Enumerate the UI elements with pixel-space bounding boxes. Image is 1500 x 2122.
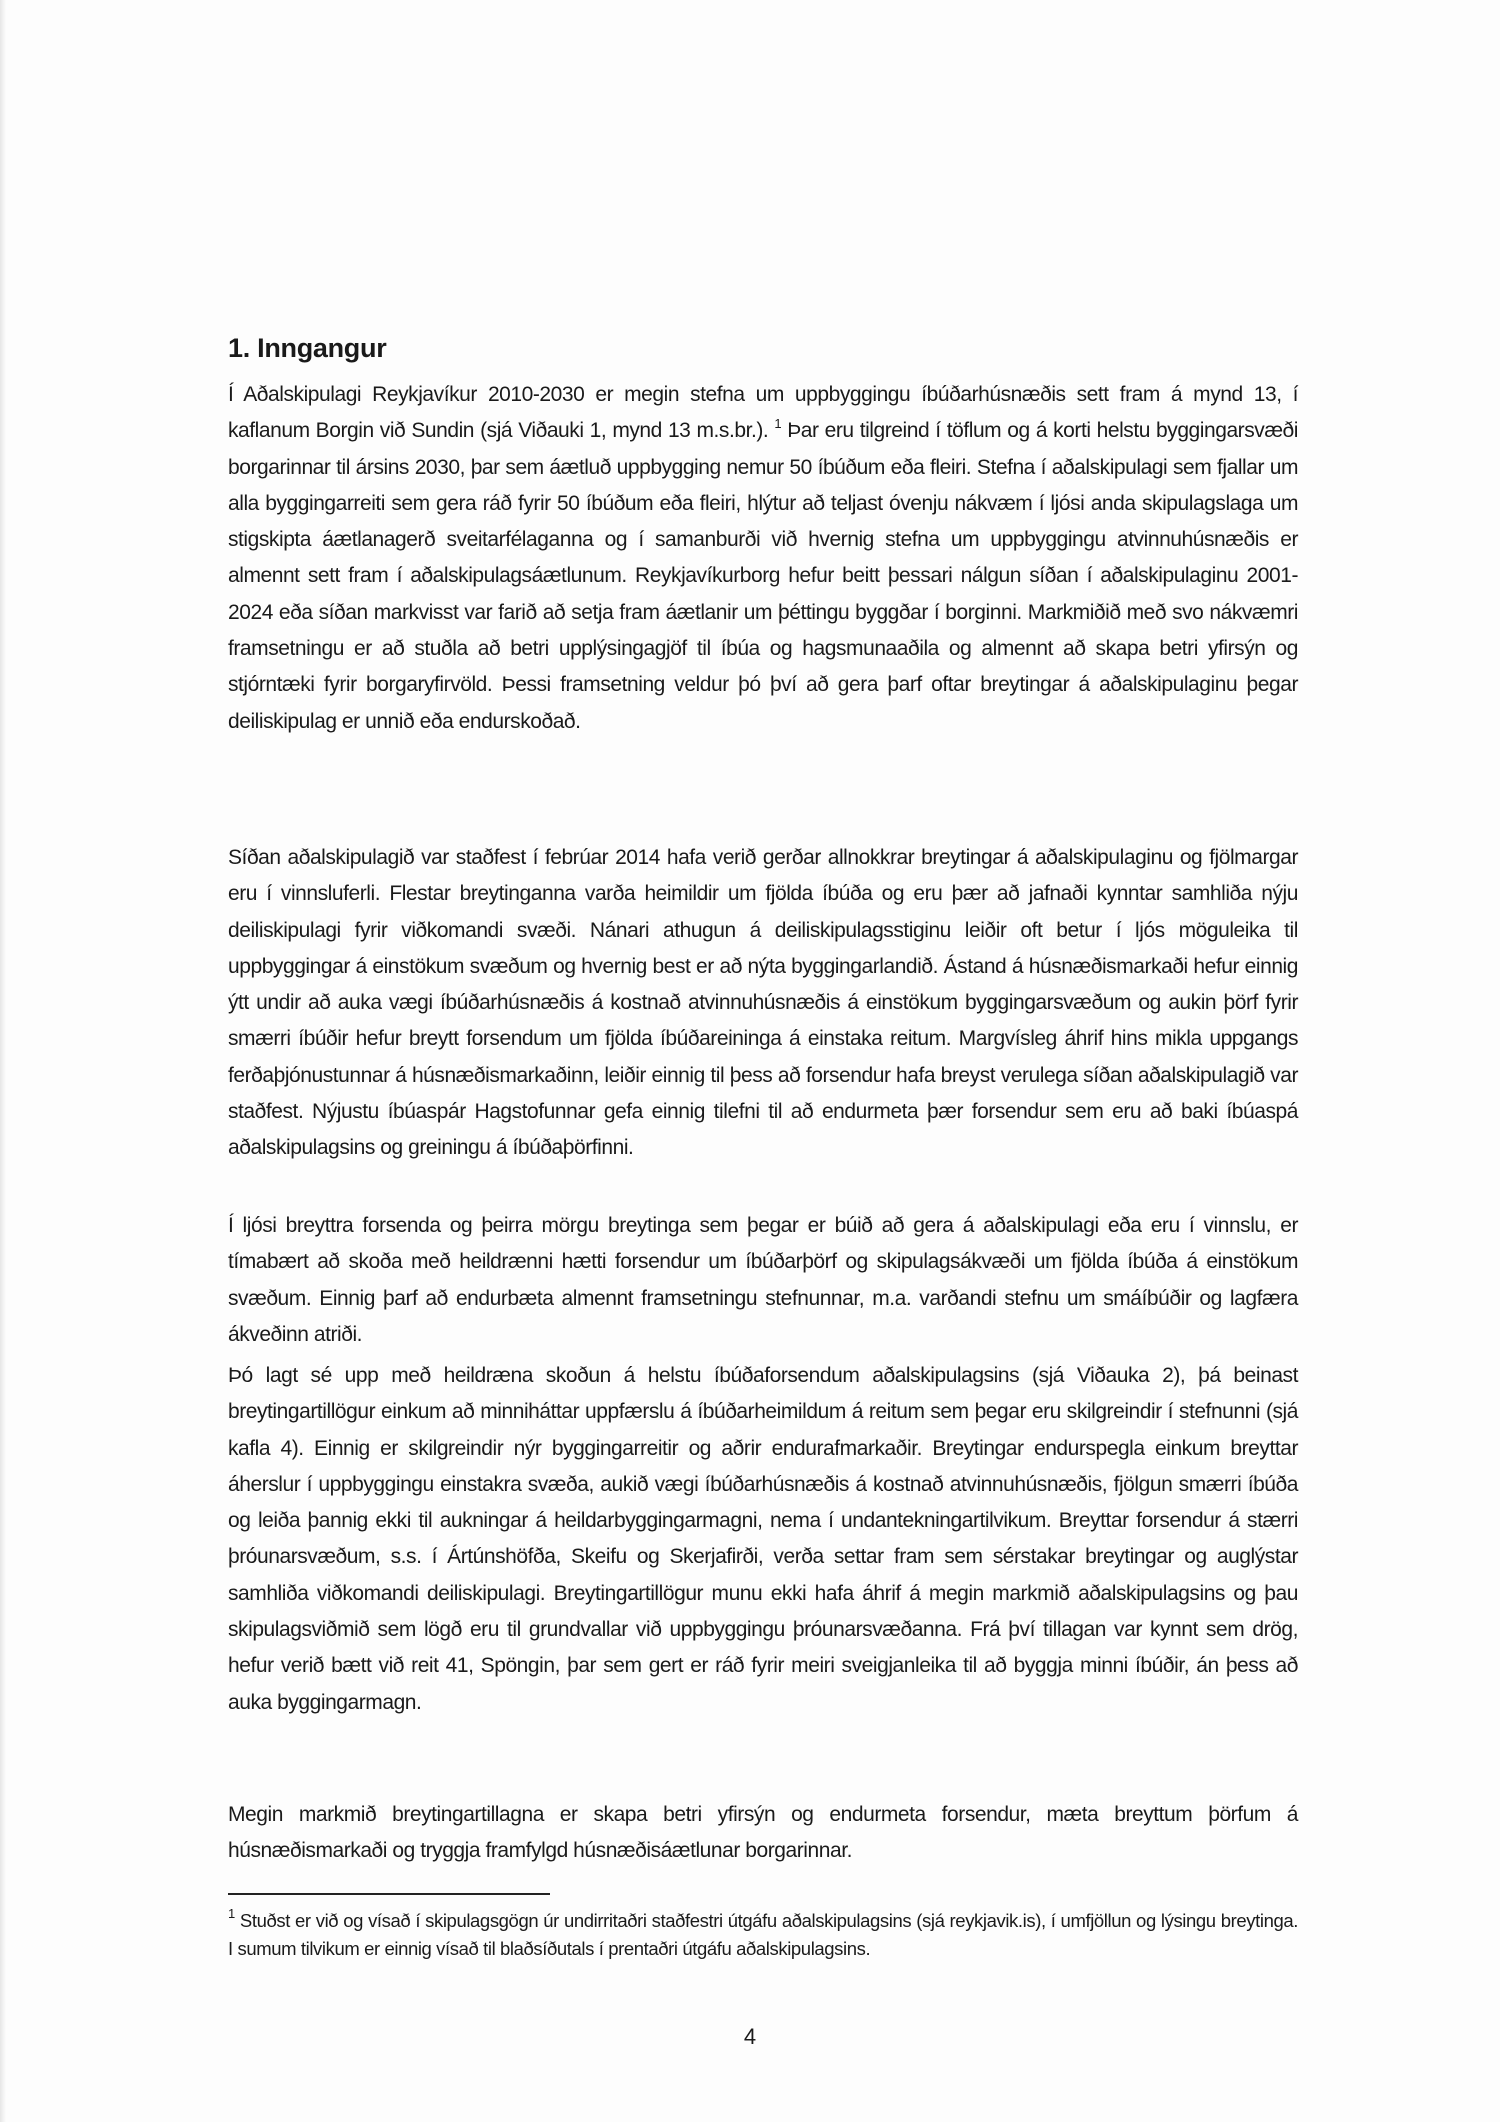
paragraph-3-text: Í ljósi breyttra forsenda og þeirra mörgu breytinga sem þegar er búið að gera á aðalskipulagi eða eru í vinnslu, er tímabært að skoða með heildrænni hætti forsendur um íbúðarþörf og skipulagsákvæði um fjölda íbúða á einstökum svæðum. Einnig þarf að endurbæta almennt framsetningu stefnunnar, m.a. varðandi stefnu um smáíbúðir og lagfæra ákveðinn atriði. <box>228 1214 1298 1346</box>
paragraph-4-text: Þó lagt sé upp með heildræna skoðun á helstu íbúðaforsendum aðalskipulagsins (sjá Viðauka 2), þá beinast breytingartillögur einkum að minniháttar uppfærslu á íbúðarheimildum á reitum sem þegar eru skilgreindir í stefnunni (sjá kafla 4). Einnig er skilgreindir nýr byggingarreitir og aðrir endurafmarkaðir. Breytingar endurspegla einkum breyttar áherslur í uppbyggingu einstakra svæða, aukið vægi íbúðarhúsnæðis á kostnað atvinnuhúsnæðis, fjölgun smærri íbúða og leiða þannig ekki til aukningar á heildarbyggingarmagni, nema í undantekningartilvikum. Breyttar forsendur á stærri þróunarsvæðum, s.s. í Ártúnshöfða, Skeifu og Skerjafirði, verða settar fram sem sérstakar breytingar og auglýstar samhliða viðkomandi deiliskipulagi. Breytingartillögur munu ekki hafa áhrif á megin markmið aðalskipulagsins og þau skipulagsviðmið sem lögð eru til grundvallar við uppbyggingu þróunarsvæðanna. Frá því tillagan var kynnt sem drög, hefur verið bætt við reit 41, Spöngin, þar sem gert er ráð fyrir meiri sveigjanleika til að byggja minni íbúðir, án þess að auka byggingarmagn. <box>228 1364 1298 1714</box>
page-number: 4 <box>743 2024 757 2049</box>
scan-edge-shadow <box>0 0 6 2122</box>
footnote <box>228 1907 1298 1963</box>
footnote-separator <box>228 1893 550 1895</box>
paragraph-2-text: Síðan aðalskipulagið var staðfest í febrúar 2014 hafa verið gerðar allnokkrar breytingar á aðalskipulaginu og fjölmargar eru í vinnsluferli. Flestar breytinganna varða heimildir um fjölda íbúða og eru þær að jafnaði kynntar samhliða nýju deiliskipulagi fyrir viðkomandi svæði. Nánari athugun á deiliskipulagsstiginu leiðir oft betur í ljós möguleika til uppbyggingar á einstökum svæðum og hvernig best er að nýta byggingarlandið. Ástand á húsnæðismarkaði hefur einnig ýtt undir að auka vægi íbúðarhúsnæðis á kostnað atvinnuhúsnæðis á einstökum byggingarsvæðum og aukin þörf fyrir smærri íbúðir hefur breytt forsendum um fjölda íbúðareininga á einstaka reitum. Margvísleg áhrif hins mikla uppgangs ferðaþjónustunnar á húsnæðismarkaðinn, leiðir einnig til þess að forsendur hafa breyst verulega síðan aðalskipulagið var staðfest. Nýjustu íbúaspár Hagstofunnar gefa einnig tilefni til að endurmeta þær forsendur sem eru að baki íbúaspá aðalskipulagsins og greiningu á íbúðaþörfinni. <box>228 846 1298 1160</box>
paragraph-1 <box>228 377 1298 740</box>
paragraph-1-text-a: Í Aðalskipulagi Reykjavíkur 2010-2030 er megin stefna um uppbyggingu íbúðarhúsnæðis sett fram á mynd 13, í kaflanum Borgin við Sundin (sjá Viðauki 1, mynd 13 m.s.br.). <box>228 383 1298 443</box>
paragraph-3 <box>228 1208 1298 1353</box>
footnote-number: 1 <box>228 1906 235 1921</box>
paragraph-5-text: Megin markmið breytingartillagna er skapa betri yfirsýn og endurmeta forsendur, mæta breyttum þörfum á húsnæðismarkaði og tryggja framfylgd húsnæðisáætlunar borgarinnar. <box>228 1803 1298 1863</box>
paragraph-2 <box>228 840 1298 1167</box>
paragraph-5 <box>228 1797 1298 1870</box>
paragraph-1-text-b: Þar eru tilgreind í töflum og á korti helstu byggingarsvæði borgarinnar til ársins 2030, þar sem áætluð uppbygging nemur 50 íbúðum eða fleiri. Stefna í aðalskipulagi sem fjallar um alla byggingarreiti sem gera ráð fyrir 50 íbúðum eða fleiri, hlýtur að teljast óvenju nákvæm í ljósi anda skipulagslaga um stigskipta áætlanagerð sveitarfélaganna og í samanburði við hvernig stefna um uppbyggingu atvinnuhúsnæðis er almennt sett fram í aðalskipulagsáætlunum. Reykjavíkurborg hefur beitt þessari nálgun síðan í aðalskipulaginu 2001-2024 eða síðan markvisst var farið að setja fram áætlanir um þéttingu byggðar í borginni. Markmiðið með svo nákvæmri framsetningu er að stuðla að betri upplýsingagjöf til íbúa og hagsmunaaðila og almennt að skapa betri yfirsýn og stjórntæki fyrir borgaryfirvöld. Þessi framsetning veldur þó því að gera þarf oftar breytingar á aðalskipulaginu þegar deiliskipulag er unnið eða endurskoðað. <box>228 419 1298 733</box>
footnote-reference[interactable]: 1 <box>774 416 782 432</box>
footnote-text: Stuðst er við og vísað í skipulagsgögn úr undirritaðri staðfestri útgáfu aðalskipulagsins (sjá reykjavik.is), í umfjöllun og lýsingu breytinga. I sumum tilvikum er einnig vísað til blaðsíðutals í prentaðri útgáfu aðalskipulagsins. <box>228 1910 1298 1959</box>
section-heading: 1. Inngangur <box>228 333 387 363</box>
paragraph-4 <box>228 1358 1298 1721</box>
section-heading-block <box>228 333 1298 364</box>
